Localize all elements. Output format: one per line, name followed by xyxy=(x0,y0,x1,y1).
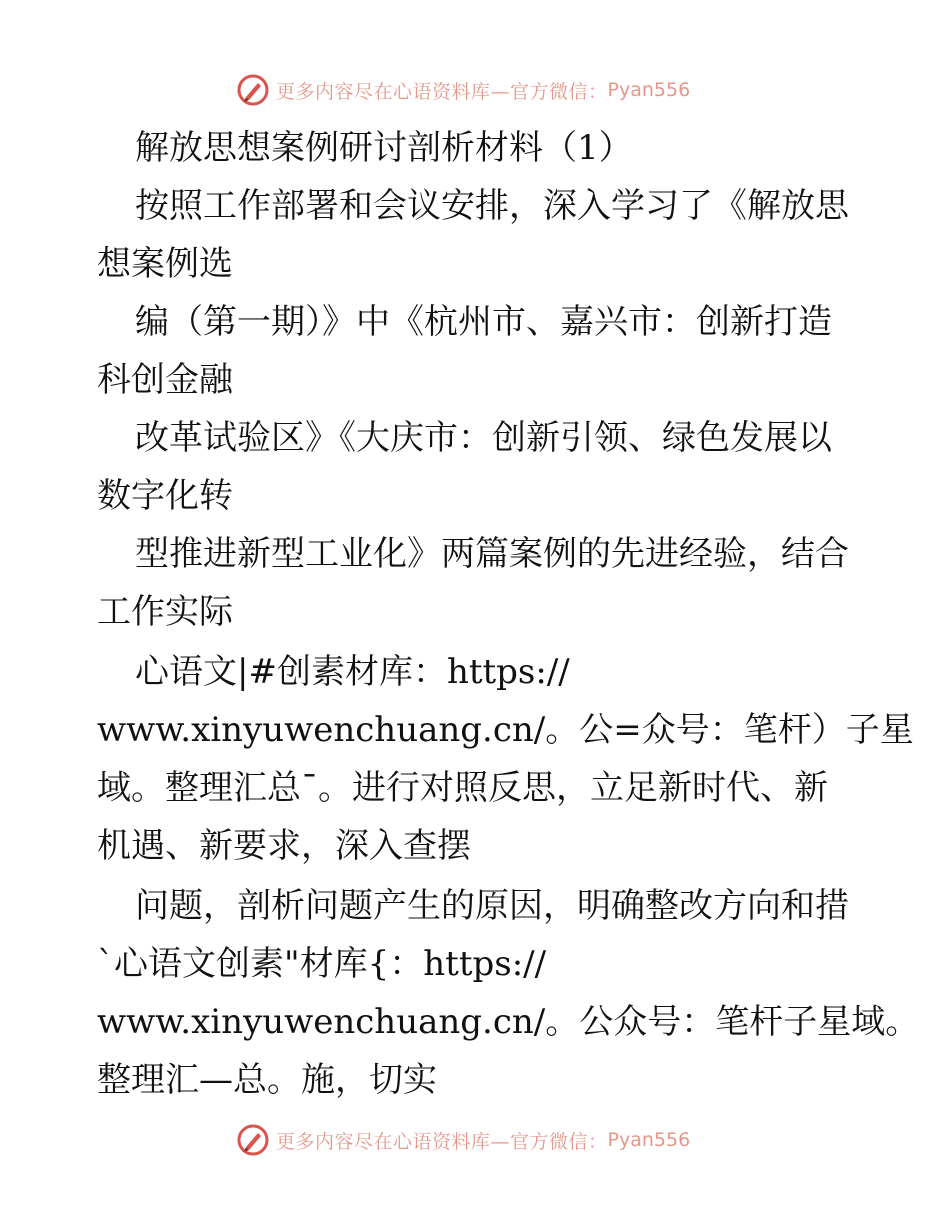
doc-line-10: www.xinyuwenchuang.cn/。公=众号：笔杆）子星 xyxy=(97,710,914,750)
pen-logo-icon xyxy=(236,73,270,107)
doc-title: 解放思想案例研讨剖析材料（1） xyxy=(135,128,633,168)
banner-text: 更多内容尽在心语资料库—官方微信： xyxy=(276,1130,608,1153)
banner-text: 更多内容尽在心语资料库—官方微信： xyxy=(276,80,608,103)
footer-banner xyxy=(236,1122,690,1158)
doc-line-14: `心语文创素"材库{：https:// xyxy=(97,944,547,984)
header-banner xyxy=(236,72,690,108)
doc-line-5: 改革试验区》《大庆市：创新引领、绿色发展以 xyxy=(135,418,832,458)
banner-wechat-id: Pyan556 xyxy=(607,1129,691,1151)
doc-line-6: 数字化转 xyxy=(97,476,233,516)
doc-line-15: www.xinyuwenchuang.cn/。公众号：笔杆子星域。 xyxy=(97,1002,920,1042)
pen-logo-icon xyxy=(236,1123,270,1157)
doc-line-1: 按照工作部署和会议安排，深入学习了《解放思 xyxy=(135,186,849,226)
doc-line-8: 工作实际 xyxy=(97,592,233,632)
doc-line-2: 想案例选 xyxy=(97,244,233,284)
doc-line-3: 编（第一期）》中《杭州市、嘉兴市：创新打造 xyxy=(135,302,832,342)
doc-line-12: 机遇、新要求，深入查摆 xyxy=(97,826,471,866)
doc-line-16: 整理汇—总。施，切实 xyxy=(97,1060,437,1100)
doc-line-4: 科创金融 xyxy=(97,360,233,400)
doc-line-9: 心语文|#创素材库：https:// xyxy=(135,652,570,692)
doc-line-7: 型推进新型工业化》两篇案例的先进经验，结合 xyxy=(135,534,849,574)
banner-wechat-id: Pyan556 xyxy=(607,79,691,101)
doc-line-11: 域。整理汇总¯。进行对照反思，立足新时代、新 xyxy=(97,768,828,808)
doc-line-13: 问题，剖析问题产生的原因，明确整改方向和措 xyxy=(135,886,849,926)
